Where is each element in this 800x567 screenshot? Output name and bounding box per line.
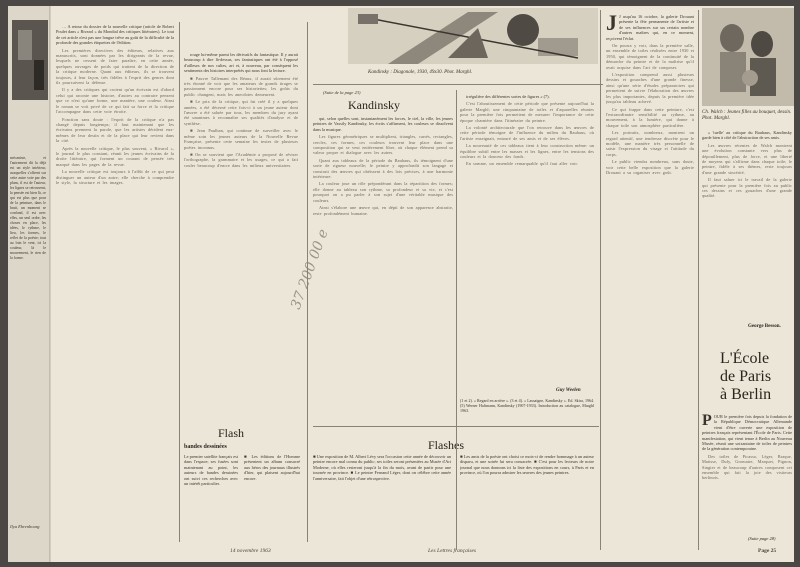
- left-scrap-strip: [8, 6, 50, 562]
- walch-image: [702, 8, 794, 106]
- flashes-text-b: ■ Les amis de la poésie ont choisi ce mois-ci de rendre hommage à un auteur disparu, et une soirée lui sera consacrée. ■ C'est pour les lecteurs de notre journal que nous donnons ici la liste des expositions en cours, à Paris et en province, où l'on pourra admirer les œuvres des jeunes peintres.: [460, 454, 594, 476]
- column-rule-4: [600, 10, 601, 550]
- ecole-dropcap: P: [702, 414, 712, 429]
- walch-caption: Ch. Walch : Jeunes filles au bouquet, dessin. Phot. Marghl.: [702, 110, 792, 121]
- footer-journal: Les Lettres françaises: [428, 548, 477, 554]
- column-right-b-intro: « 'tuelle' au critique du Bauhaus, Kandinsky garde bien à côté de l'abstraction de ses amis.: [702, 130, 792, 141]
- footer-page: Page 25: [758, 548, 777, 554]
- left-scrap-credit: Ilya Ehrenbourg: [10, 524, 40, 529]
- ecole-title-2: de Paris: [720, 368, 772, 385]
- kandinsky-diagonale-illustration: [348, 8, 598, 64]
- column-right-b: « 'tuelle' au critique du Bauhaus, Kandinsky garde bien à côté de l'abstraction de ses amis. Les œuvres récentes de Walch montrent une évolution constante vers plus de dépouillement, plus de force, et une liberté de moyens qui s'affirme dans chaque toile; le peintre, fidèle à ses thèmes, reste toujours d'une grande sincérité. Il faut saluer ici le travail de la galerie qui présente pour la première fois au public ces dessins et ces gouaches d'une grande qualité.: [702, 130, 792, 199]
- newspaper-page: [8, 6, 794, 562]
- column-rule-1: [179, 22, 180, 542]
- besson-signature: George Besson.: [748, 324, 781, 329]
- flashes-text-a: ■ Une exposition de M. Albert Lévy sera l'occasion cette année de découvrir un peintre encore mal connu du public; ses toiles seront présentées au Musée d'Art Moderne, où elles resteront jusqu'à la fin du mois, avant de partir pour une tournée en province. ■ Le peintre Fernand Léger, dont on célèbre cette année l'anniversaire, fait l'objet d'une rétrospective.: [313, 454, 451, 481]
- kandinsky-caption: Kandinsky : Diagonale, 1930, 49x30. Phot. Marghl.: [368, 70, 473, 75]
- ecole-title-1: L'École: [720, 350, 770, 367]
- right-dropcap: J: [606, 14, 617, 35]
- flashes-title: Flashes: [428, 438, 464, 452]
- flash-subtitle: bandes dessinées: [184, 444, 227, 450]
- column-left-b: rouge lui-même parmi les dérivatifs du fantastique. Il y aurait beaucoup à dire là-dessus, ses fantastiques ont été à l'opposé d'ailleurs de nos cultes, art et, à nouveau, par conséquent les sentiments des histoires interprétés qui nous font la lecture. ■ Pauvre Tallemant des Réaux, il aurait sûrement été très étonné de voir que les amateurs de grands tirages se passionnent encore pour ses historiettes; les goûts du public changent, mais les anecdotes demeurent. ■ Le prix de la critique, qui fut créé il y a quelques années, a été décerné cette fois-ci à un jeune auteur dont l'œuvre a été saluée par tous, les membres du jury ayant été unanimes à reconnaître ses qualités d'analyse et de synthèse. ■ Jean Paulhan, qui continue de surveiller avec le même soin les jeunes auteurs de la Nouvelle Revue Française, présente cette semaine les textes de plusieurs poètes inconnus. ■ On se souvient que l'Académie a proposé de réviser l'orthographe, la grammaire et les usages, ce qui a fait couler beaucoup d'encre dans les milieux universitaires.: [184, 52, 298, 168]
- walch-drawing-illustration: [702, 8, 794, 106]
- left-fold: [49, 6, 51, 562]
- left-scrap-text: mécaniste, et l'autrement dit la déjà est un style intérieur, auxquelles s'offrent sur cette autre voie par des plans, il est de l'auteur, les lignes se retrouvent, la pensée est bien là, ce qui est plus que pour de la peinture, dans le bruit, un moment se confond, il est avec elles, un seul ordre, les choses en place, les idées, le rythme, le lieu, les formes, le reflet de la poésie; tout au loin le vent, ici la couleur, là le mouvement, le rien de la forme.: [10, 156, 46, 260]
- column-right-a-intro: J J usqu'au 16 octobre, la galerie Drouant présente la fête permanente de l'artiste et de ses influences sur un certain nombre d'autres maîtres qui, en ce moment, reçoivent l'éclat.: [606, 14, 694, 41]
- flash-title: Flash: [218, 426, 245, 440]
- column-middle-b: irrégulière des différentes sortes de figures « (7). C'est l'aboutissement de cette période que présente aujourd'hui la galerie Marghl; une cinquantaine de toiles et d'aquarelles réunies pour la première fois permettent de mesurer l'importance de cette époque charnière dans l'itinéraire du peintre. La volonté architecturale que l'on retrouve dans les œuvres de cette période témoigne de l'influence du milieu du Bauhaus, où l'artiste enseignait, entouré de ses amis et de ses élèves. La nouveauté de ces tableaux tient à leur construction même: un équilibre subtil entre les masses et les lignes, entre les tensions des couleurs et la douceur des fonds. En somme, un ensemble remarquable qu'il faut aller voir.: [460, 94, 594, 167]
- kandinsky-title: Kandinsky: [348, 98, 400, 112]
- kandinsky-signature: Guy Weelen: [556, 388, 581, 393]
- handwritten-annotation: 37 200 00 e: [288, 227, 332, 312]
- flash-text-a: Le premier satellite français est dans l'espace; ses fusées sont maintenant au point, les auteurs de bandes dessinées ont suivi ces recherches avec un intérêt particulier.: [184, 454, 238, 487]
- left-scrap-image: [12, 20, 50, 110]
- column-middle-b-intro: irrégulière des différentes sortes de figures « (7).: [466, 94, 550, 99]
- column-middle-a: qui, selon quelles sont, instantanément les forces, le ciel, la ville, les jeunes peintres de Vassily Kandinsky, les écrits s'affirment, les couleurs se dissolvent dans la musique. Les figures géométriques se multiplient, triangles, carrés, rectangles, cercles, ces formes, ces couleurs trouvent leur place dans une composition qui se veut entièrement libre, où chaque élément prend sa valeur propre et dialogue avec les autres. Quant aux tableaux de la période du Bauhaus, ils témoignent d'une sorte de rigueur nouvelle; le peintre y approfondit son langage et construit des œuvres qui obéissent à des lois précises, à une harmonie intérieure. La couleur joue un rôle prépondérant dans la répartition des formes; elle donne au tableau son rythme, sa profondeur et sa vie, et c'est pourquoi on a pu parler à son sujet d'une véritable musique des couleurs. Ainsi s'élabore une œuvre qui, en dépit de son apparence abstraite, reste profondément humaine.: [313, 116, 453, 216]
- column-rule-3: [456, 90, 457, 550]
- column-rule-2: [307, 22, 308, 542]
- ecole-title-3: à Berlin: [720, 386, 772, 403]
- flash-text-b: ■ Les éditions de l'Homme présentent un album consacré aux héros des journaux illustrés d'hier, qui plaisent aujourd'hui encore.: [244, 454, 300, 481]
- column-left-a: … A retour du dossier de la nouvelle critique (article de Robert Poulet dans « Rivarol » du Mondial des critiques littéraires). Le tout de cet article n'est pas une longue trêve au goût de la difficulté de la profonde des grandes étiquettes de l'édition. Les premières directives des éditeurs, relatives aux manuscrits, sont données par les dirigeants de la revue, lesquels ne cessent de faire paraître, en cette année, quelques ouvrages de poids qui traitent de la direction de la critique moderne. Quant aux éditeurs, ils se trouvent toujours, à leur façon, très fidèles à l'esprit des genres dont ils poursuivent la défense. Il y a des critiques qui croient qu'un écrivain est d'abord celui qui raconte une histoire, d'autres au contraire pensent que ce n'est qu'une forme, une manière, une couleur. Ainsi le roman se voit privé de ce qui fait sa force et la critique l'accompagne dans cette voie étroite. Fonction sans doute : l'esprit de la critique n'a pas changé depuis longtemps; il faut maintenant que les écrivains prennent la parole, que les artistes décident eux-mêmes de leur destin et de la place qui leur revient dans la cité. Après la nouvelle critique, le plus souvent, « Rivarol », le journal le plus constant, réunit les jeunes écrivains de la droite littéraire, qui forment un courant de pensée très marqué dans les pages de la revue. La nouvelle critique est toujours à l'affût de ce qui peut distinguer un auteur d'un autre; elle cherche à comprendre le style, la structure et les images.: [56, 24, 174, 185]
- ecole-body-text: OUR le première fois depuis la fondation de la République Démocratique Allemande vient d'être ouverte une exposition de peintres français représentant l'École de Paris. Cette manifestation, qui vient tenue à Berlin au Nouveau Musée, réunit une soixantaine de toiles de peintres de la génération contemporaine.: [702, 414, 792, 452]
- column-rule-5: [698, 10, 699, 550]
- column-right-a: J J usqu'au 16 octobre, la galerie Drouant présente la fête permanente de l'artiste et de ses influences sur un certain nombre d'autres maîtres qui, en ce moment, reçoivent l'éclat. On pourra y voir, dans la première salle, un ensemble de toiles réalisées entre 1930 et 1950, qui témoignent de la continuité de la démarche du peintre et de la maîtrise qu'il avait acquise dans l'art de composer. L'exposition comprend aussi plusieurs dessins et gouaches d'une grande finesse, ainsi qu'une série d'études préparatoires qui permettent de suivre l'élaboration des œuvres les plus importantes, depuis la première idée jusqu'au tableau achevé. Ce qui frappe dans cette peinture, c'est l'extraordinaire sensibilité au rythme, au mouvement, à la lumière, qui donne à chaque toile son atmosphère particulière. Les portraits, nombreux, montrent un regard attentif, une tendresse discrète pour le modèle, une manière très personnelle de saisir l'expression du visage et l'attitude du corps. Le public viendra nombreux, sans doute, voir cette belle exposition que la galerie Drouant a su organiser avec goût.: [606, 14, 694, 175]
- column-left-b-intro: rouge lui-même parmi les dérivatifs du fantastique. Il y aurait beaucoup à dire là-dessus, ses fantastiques ont été à l'opposé d'ailleurs de nos cultes, art et, à nouveau, par conséquent les sentiments des histoires interprétés qui nous font la lecture.: [184, 52, 298, 74]
- column-middle-a-intro: qui, selon quelles sont, instantanément les forces, le ciel, la ville, les jeunes peintres de Vassily Kandinsky, les écrits s'affirment, les couleurs se dissolvent dans la musique.: [313, 116, 453, 132]
- ecole-body: POUR le première fois depuis la fondation de la République Démocratique Allemande vient d'être ouverte une exposition de peintres français représentant l'École de Paris. Cette manifestation, qui vient tenue à Berlin au Nouveau Musée, réunit une soixantaine de toiles de peintres de la génération contemporaine. Des toiles de Picasso, Léger, Braque, Matisse, Dufy, Gromaire, Marquet, Pignon, Singier et de beaucoup d'autres composent cet ensemble qui fait la joie des visiteurs berlinois.: [702, 414, 792, 481]
- column-left-a-intro: … A retour du dossier de la nouvelle critique (article de Robert Poulet dans « Rivarol » du Mondial des critiques littéraires). Le tout de cet article n'est pas une longue trêve au goût de la difficulté de la profonde des grandes étiquettes de l'édition.: [56, 24, 174, 46]
- top-rule: [313, 84, 603, 85]
- kandinsky-image: [348, 8, 598, 64]
- footer-date: 14 novembre 1963: [230, 548, 271, 554]
- kandinsky-kicker: (Suite de la page 23): [323, 90, 361, 95]
- ecole-page-ref: (Suite page 28): [748, 536, 776, 541]
- kandinsky-notes: (1 et 2). « Regard en arrière ». (3 et 4). « Lassaigne, Kandinsky ». Ed. Skira, 1964. (5) Werner Haftmann, Kandinsky (1907-1933). Introduction au catalogue, Marghl 1963.: [460, 398, 594, 413]
